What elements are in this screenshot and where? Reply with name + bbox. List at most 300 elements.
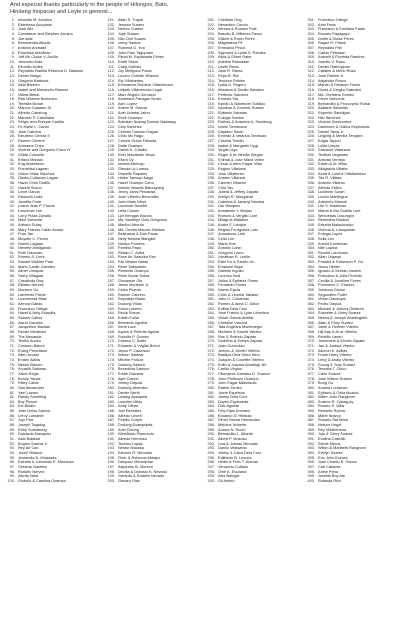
list-item-number: 303. xyxy=(307,27,315,32)
list-item-name: Marvin & Rolando Flores xyxy=(318,83,361,88)
list-item-number: 213. xyxy=(207,73,215,78)
list-item-number: 196. xyxy=(107,460,115,465)
list-item-name: Alfredo Cabahug xyxy=(18,111,47,116)
list-item-name: Fleer & Rebecca Malapo xyxy=(118,455,161,460)
list-item-name: Eleuterio Centaz II xyxy=(18,134,50,139)
list-item-number: 162. xyxy=(107,302,115,307)
list-item-name: Wenna & Rosario Pale xyxy=(218,27,257,32)
list-item-name: Artemeio Manuel xyxy=(318,199,348,204)
list-item-name: Mary Francis Caldo Acana xyxy=(18,227,64,232)
list-item-name: Imelda Velarde Balonghing xyxy=(118,185,164,190)
list-item-number: 43. xyxy=(9,213,15,218)
list-item-number: 263. xyxy=(207,306,215,311)
list-item-number: 245. xyxy=(207,222,215,227)
list-item-number: 20. xyxy=(9,106,15,111)
list-item-name: Nestor Macasa xyxy=(118,446,144,451)
list-item-name: Arcadio Sabinas xyxy=(18,367,46,372)
list-item-number: 154. xyxy=(107,264,115,269)
list-item-name: Rowena G. Yoa xyxy=(118,45,145,50)
list-item-number: 308. xyxy=(307,50,315,55)
list-item-number: 207. xyxy=(207,45,215,50)
list-item-number: 8. xyxy=(11,50,15,55)
list-item-number: 251. xyxy=(207,250,215,255)
list-item-name: Sella Lim xyxy=(318,236,334,241)
list-item-name: Elvira Oy xyxy=(118,157,134,162)
list-item-name: Dexter Rafiroginne xyxy=(318,64,351,69)
list-item-name: Obenaeze Damaso D. Suazon xyxy=(218,371,271,376)
list-item-name: Lourdes Villas xyxy=(118,399,143,404)
list-item-name: Wilter John Rangbom xyxy=(318,395,355,400)
list-item-number: 293. xyxy=(207,446,215,451)
list-item-name: Benedicta Sabuon xyxy=(118,367,150,372)
list-item-name: Roe & Rolindo Zapata xyxy=(218,334,256,339)
list-item-number: 134. xyxy=(107,171,115,176)
list-item-name: Hazelit Suzon xyxy=(18,185,42,190)
list-item-name: Alex Lopez xyxy=(118,101,138,106)
list-item-name: Hazel Chris Ordillo xyxy=(18,180,51,185)
list-item-number: 173. xyxy=(107,353,115,358)
list-item-number: 74. xyxy=(9,357,15,362)
list-item-name: Marc Angelo Gervacio xyxy=(118,92,156,97)
list-item-name: Victoria A. Lacapanan xyxy=(318,227,356,232)
list-item-number: 229. xyxy=(207,148,215,153)
list-item-name: Arthuro Dulay xyxy=(18,222,42,227)
list-item-number: 53. xyxy=(9,260,15,265)
list-item-name: Lamberto Flame xyxy=(18,292,46,297)
list-item-number: 55. xyxy=(9,269,15,274)
list-item-number: 117. xyxy=(107,92,115,97)
list-item-name: Gregorio Lomo xyxy=(218,250,244,255)
list-item-name: Milagros Maiason xyxy=(218,218,249,223)
list-item-number: 374. xyxy=(307,357,315,362)
list-item-name: Nemia & Joseph Abadinghier xyxy=(318,316,368,320)
list-item-name: Eulogio Santos xyxy=(218,115,244,120)
list-item-number: 386. xyxy=(307,413,315,418)
list-item-name: Pitoni M. Esplanada Flores xyxy=(118,55,164,60)
list-item-name: Elpidio & Nobeliciel Sobilizo xyxy=(218,101,266,106)
list-item-name: Teresita T. Cinco xyxy=(318,367,347,372)
list-item-name: Rodolfo P. Gomez xyxy=(118,334,149,339)
list-item-number: 184. xyxy=(107,404,115,409)
list-item-number: 309. xyxy=(307,55,315,60)
list-item-name: Rose Ae Saavdra Pan xyxy=(118,255,156,260)
list-item-number: 313. xyxy=(307,73,315,78)
list-item-number: 146. xyxy=(107,227,115,232)
list-item-number: 379. xyxy=(307,381,315,386)
list-item-name: Helen Tamayo Naga xyxy=(118,176,153,181)
list-item-number: 91. xyxy=(9,437,15,442)
list-item-name: Johanna Gozon xyxy=(318,288,346,293)
list-item-number: 372. xyxy=(307,348,315,353)
list-item-name: Pamela Papa xyxy=(118,246,142,251)
list-item-name: Rosario Papagayo xyxy=(318,31,350,36)
list-item-number: 103. xyxy=(107,27,115,32)
list-item-number: 314. xyxy=(307,78,315,83)
list-item-name: Crisalinda Ong xyxy=(18,278,44,283)
list-item-number: 330. xyxy=(307,153,315,158)
list-item-number: 24. xyxy=(9,125,15,130)
list-item-name: Randel Wahlee Pala xyxy=(18,260,53,265)
list-item-name: Irene Lora xyxy=(118,325,136,330)
list-item-name: Leila Cuizon xyxy=(118,208,140,213)
list-item-name: Gloria & Dingko Gabraint xyxy=(318,87,361,92)
list-item-number: 380. xyxy=(307,385,315,390)
list-item-number: 249. xyxy=(207,241,215,246)
list-item-name: Dodong Villas xyxy=(118,302,142,307)
list-item-name: Maria Hoe xyxy=(218,241,236,246)
list-item-number: 235. xyxy=(207,176,215,181)
list-item-number: 46. xyxy=(9,227,15,232)
list-item-name: Eduardo & Virgilia Bohol xyxy=(118,343,160,348)
list-item-name: Gerardo Naceles xyxy=(18,465,48,469)
list-item-name: Earth Sesin xyxy=(118,59,138,64)
list-item-name: Bernardito L. Alfante xyxy=(218,432,253,437)
list-item-number: 66. xyxy=(9,320,15,325)
list-item-name: Dodong Saavra xyxy=(118,362,145,367)
list-item-name: Rather Dedeo xyxy=(218,385,242,390)
list-item-number: 118. xyxy=(107,97,115,102)
list-item-number: 38. xyxy=(9,190,15,195)
list-item-number: 93. xyxy=(9,446,15,451)
list-item-number: 51. xyxy=(9,250,15,255)
list-item-number: 151. xyxy=(107,250,115,255)
list-item-number: 202. xyxy=(207,22,215,27)
list-item-number: 282. xyxy=(207,395,215,400)
list-item-name: Catabel & Merlo Rosa xyxy=(318,69,356,74)
list-item-name: Allan & Flory Suarez xyxy=(318,320,354,325)
list-item-number: 109. xyxy=(107,55,115,60)
list-item-name: Ely Villafuertes xyxy=(118,78,144,83)
list-item-number: 186. xyxy=(107,413,115,418)
list-item-number: 11. xyxy=(9,64,15,69)
list-item-name: Pronsenio C. Elaruzo xyxy=(318,283,355,288)
list-item-number: 370. xyxy=(307,339,315,344)
list-item-number: 265. xyxy=(207,316,215,320)
list-item-number: 39. xyxy=(9,194,15,199)
list-item-number: 64. xyxy=(9,311,15,316)
list-item-name: Lisa & Johnas Mercado xyxy=(218,441,259,446)
list-item-number: 158. xyxy=(107,283,115,288)
list-item-name: Epifanio Sabalan xyxy=(218,111,248,116)
list-item-name: Ariel Uriartal Jatizo xyxy=(118,111,151,116)
list-item-name: Altagracia Villafor xyxy=(318,167,348,171)
list-item-name: Nile Lupina xyxy=(318,246,338,251)
list-item-number: 6. xyxy=(11,41,15,46)
list-item-name: Eber Macabale Jesus xyxy=(118,153,155,158)
list-item-number: 368. xyxy=(307,329,315,334)
list-item-number: 137. xyxy=(107,185,115,190)
list-item-number: 239. xyxy=(207,194,215,199)
list-item-number: 284. xyxy=(207,404,215,409)
list-item-name: Dalia Ocampo xyxy=(118,143,143,148)
list-item-name: Eduardo D. Hibdula xyxy=(218,413,252,418)
list-item-number: 259. xyxy=(207,288,215,293)
list-item-name: Ramon Cabrero xyxy=(118,292,146,297)
list-item-name: Rogino Villafane xyxy=(218,167,246,171)
list-item-name: Adorame Chen xyxy=(18,143,44,148)
list-item-number: 385. xyxy=(307,409,315,414)
list-item-number: 392. xyxy=(307,441,315,446)
list-item-name: Peplito Corpin xyxy=(118,418,143,423)
list-item-number: 340. xyxy=(307,199,315,204)
list-item-number: 269. xyxy=(207,334,215,339)
list-item-name: Hiji Aap & Al-ar Viterbo xyxy=(318,329,357,334)
list-item-number: 391. xyxy=(307,437,315,442)
list-item-name: Francisco & Emiliano Paale xyxy=(318,27,365,32)
list-item-number: 307. xyxy=(307,45,315,50)
list-item-name: Aida Barerro xyxy=(18,83,40,88)
list-item-number: 142. xyxy=(107,208,115,213)
list-item-name: Juanito V. Raza xyxy=(318,59,345,64)
list-item-name: Ariel Chiong xyxy=(118,427,139,432)
list-item-name: Cesar & Allen Edgar Villar xyxy=(218,162,263,167)
list-item-name: Giovannie Ole xyxy=(118,278,143,283)
list-item-number: 222. xyxy=(207,115,215,120)
list-item-number: 320. xyxy=(307,106,315,111)
list-item-number: 77. xyxy=(9,371,15,376)
list-item-name: Bogino Saavra Jr xyxy=(18,441,48,446)
list-item-name: Chio Yao xyxy=(218,185,234,190)
list-item-number: 60. xyxy=(9,292,15,297)
list-item-name: Glenn Nehomis xyxy=(318,97,345,102)
list-item-number: 376. xyxy=(307,367,315,372)
list-item-name: Eric John Estrura xyxy=(318,455,348,460)
list-item-number: 83. xyxy=(9,399,15,404)
list-item-name: Julieta & Jeffrey Zapata xyxy=(218,190,259,195)
list-item-number: 206. xyxy=(207,41,215,46)
list-item-number: 18. xyxy=(9,97,15,102)
list-item-name: Cely Sanchez xyxy=(118,125,142,130)
list-item-number: 332. xyxy=(307,162,315,167)
list-item-name: Rupertio Sandigan xyxy=(318,111,350,116)
list-item-number: 101. xyxy=(107,18,115,22)
list-item-number: 188. xyxy=(107,423,115,428)
list-item-name: Joy Mefigaon Paulo xyxy=(118,69,152,74)
list-item-number: 174. xyxy=(107,357,115,362)
list-item-name: Joaquin & Cosettte Viterbo xyxy=(218,357,264,362)
list-item-name: Oledio Collacion Lagaa xyxy=(18,176,58,181)
list-item-number: 260. xyxy=(207,292,215,297)
list-item-name: Chito Mc Rago xyxy=(118,134,144,139)
list-item-number: 36. xyxy=(9,180,15,185)
list-item-number: 306. xyxy=(307,41,315,46)
list-item-name: Basilica Dela Serra Nino xyxy=(218,353,260,358)
list-item-name: Abundio M. Alvarico xyxy=(18,18,52,22)
list-item-name: Perfecto Sanchez xyxy=(218,92,249,97)
list-item-name: Pura Tan xyxy=(18,232,34,237)
list-item-name: Winefredo Plamondo xyxy=(118,432,154,437)
list-item-name: Jojo Paa xyxy=(18,418,33,423)
list-item-name: Rilley Cabal xyxy=(18,381,39,386)
list-item-number: 367. xyxy=(307,325,315,330)
list-item-name: Teofilas Vegasam xyxy=(318,153,349,158)
list-item-number: 322. xyxy=(307,115,315,120)
list-item-name: Dick Aguiliar xyxy=(218,404,240,409)
list-item xyxy=(106,479,208,484)
list-item-name: Rene Valladares xyxy=(118,264,147,269)
list-item-number: 63. xyxy=(9,306,15,311)
list-item-number: 295. xyxy=(207,455,215,460)
list-item-number: 166. xyxy=(107,320,115,325)
list-item-number: 16. xyxy=(9,87,15,92)
list-item-number: 73. xyxy=(9,353,15,358)
list-item xyxy=(206,479,308,484)
list-item-number: 150. xyxy=(107,246,115,251)
list-item-number: 19. xyxy=(9,101,15,106)
list-item-name: Norilyn Pomera xyxy=(118,241,145,246)
list-item-name: John C. Cobarrias xyxy=(218,297,249,302)
list-item-number: 329. xyxy=(307,148,315,153)
list-item-number: 136. xyxy=(107,180,115,185)
list-item-name: Rossi Loberto xyxy=(118,306,142,311)
list-item-number: 345. xyxy=(307,222,315,227)
list-item-name: Gidita Colonilla xyxy=(18,153,44,158)
list-item-name: Leroy Lomante xyxy=(18,413,44,418)
list-item-number: 383. xyxy=(307,399,315,404)
list-item-number: 190. xyxy=(107,432,115,437)
list-item-number: 141. xyxy=(107,204,115,209)
list-item-name: Christine Viaonia xyxy=(218,320,247,325)
list-item-name: Imelda Abenojo xyxy=(118,162,145,167)
list-item-name: Villeta Bebal xyxy=(18,92,40,97)
list-item-name: Pepe B. Ria xyxy=(218,73,239,78)
list-item-name: Willen & Maribeth Rangbom xyxy=(318,446,366,451)
list-item-name: Renante Rubria xyxy=(318,409,345,414)
list-item-number: 397. xyxy=(307,465,315,469)
list-item-name: Emanuel Bayo xyxy=(218,264,243,269)
list-item-number: 254. xyxy=(207,264,215,269)
list-item-name: Venancio Collado xyxy=(218,465,248,469)
list-item-name: Frank Harry Viterbo xyxy=(318,353,352,358)
list-item-number: 155. xyxy=(107,269,115,274)
list-item-name: Bernardito & Procorphio Ruisa xyxy=(318,101,370,106)
intro-text: And especial thanks particularly to the people of Hilongos, Bato, Hindang Inopacan and Leyte in general... xyxy=(10,2,169,15)
list-item-number: 365. xyxy=(307,316,315,320)
list-item-number: 371. xyxy=(307,343,315,348)
list-item-number: 285. xyxy=(207,409,215,414)
list-item-number: 86. xyxy=(9,413,15,418)
list-item-name: Carlo Suarez xyxy=(318,371,341,376)
list-item-number: 133. xyxy=(107,167,115,171)
list-item-name: Jesus Hesler xyxy=(318,264,341,269)
list-item-name: Francisco Ortega xyxy=(318,18,348,22)
list-item-number: 227. xyxy=(207,139,215,144)
list-item-number: 362. xyxy=(307,302,315,307)
list-item-number: 95. xyxy=(9,455,15,460)
list-item-name: Suezette & Gerry Suarez xyxy=(318,311,361,316)
list-item-number: 148. xyxy=(107,236,115,241)
list-item-number: 104. xyxy=(107,31,115,36)
list-item-name: Alfredo Liborri xyxy=(118,413,142,418)
list-item-name: Nenette Antiligando xyxy=(18,246,52,251)
list-item-number: 382. xyxy=(307,395,315,400)
list-item-number: 384. xyxy=(307,404,315,409)
list-item-number: 197. xyxy=(107,465,115,469)
list-item-number: 100. xyxy=(7,478,15,483)
list-item-number: 183. xyxy=(107,399,115,404)
list-item-name: Ernesto & Velarius Tambuan xyxy=(218,134,267,139)
list-item-name: Rondel Laroscain xyxy=(318,250,348,255)
list-item-number: 35. xyxy=(9,176,15,181)
list-item-number: 75. xyxy=(9,362,15,367)
list-item-number: 281. xyxy=(207,390,215,395)
list-item-name: Jose Wilson Suarez xyxy=(318,376,352,381)
list-item-number: 211. xyxy=(207,64,215,69)
list-item-name: Dexter Nerth xyxy=(118,390,140,395)
list-item-number: 26. xyxy=(9,134,15,139)
list-item-number: 124. xyxy=(107,125,115,130)
list-item-number: 165. xyxy=(107,316,115,320)
list-item-name: Carmen Villacho xyxy=(218,180,247,185)
list-item-number: 3. xyxy=(11,27,15,32)
list-item-number: 30. xyxy=(9,153,15,158)
list-item-name: Fernando Flores xyxy=(218,283,247,288)
list-item-name: Bonny Yanas xyxy=(18,376,41,381)
list-item-name: Marie Itzazco xyxy=(318,413,341,418)
list-item-name: Mario Carillo Caboteo xyxy=(18,264,56,269)
list-item-name: Corazon Batoni xyxy=(18,343,45,348)
list-item-name: Andreaux Paragas Seder xyxy=(118,97,162,102)
list-item-number: 388. xyxy=(307,423,315,428)
list-item-name: Elo Bulato xyxy=(18,404,36,409)
list-item-name: Jean Delos Santos xyxy=(18,409,51,414)
list-item-number: 228. xyxy=(207,143,215,148)
list-item-name: Rock Ocampo xyxy=(118,115,143,120)
list-item-number: 337. xyxy=(307,185,315,190)
list-item-number: 270. xyxy=(207,339,215,344)
list-item-number: 361. xyxy=(307,297,315,302)
list-item-name: Lorenzo Imal xyxy=(218,274,241,279)
list-item-name: Decilia & Dionisio K. Nevado xyxy=(118,469,167,474)
list-item-name: Mitchie Policar xyxy=(118,357,143,362)
list-item-number: 342. xyxy=(307,208,315,213)
list-item-number: 102. xyxy=(107,22,115,27)
list-item-number: 299. xyxy=(207,474,215,479)
list-item-name: Jericho & Jeneth Viterbo xyxy=(218,348,260,353)
list-item-name: Lilibeth Villaherrosa Legal xyxy=(118,87,162,92)
list-item-name: Edilberto B. Leones xyxy=(218,455,252,460)
list-item-name: Nelson Suarez xyxy=(118,27,144,32)
list-item-name: Eulogia Lopez xyxy=(318,232,343,237)
list-item-number: 395. xyxy=(307,455,315,460)
list-item-number: 271. xyxy=(207,343,215,348)
list-item-number: 106. xyxy=(107,41,115,46)
list-item-number: 139. xyxy=(107,194,115,199)
list-item-name: Erdeg Penciliano xyxy=(18,348,48,353)
list-item-name: Gaytano Subin xyxy=(218,129,244,134)
list-item-name: Galletio Inguito xyxy=(218,269,244,274)
list-item-name: Romeo Cimene xyxy=(18,139,45,144)
list-item-name: Erlinda & Jose Maria Velez xyxy=(218,157,264,162)
list-item-number: 264. xyxy=(207,311,215,316)
list-item-name: Yael Lazaro xyxy=(18,390,39,395)
list-item-name: Cristituto Ong xyxy=(218,18,242,22)
list-item-name: Aracelli & Florinda Ramirez xyxy=(318,55,365,60)
list-item-name: Jacqueline Basilan xyxy=(18,325,51,330)
list-item-name: Danilo K. Castillo xyxy=(118,148,148,153)
list-item-number: 226. xyxy=(207,134,215,139)
list-item-name: Edwin Follar xyxy=(118,316,140,320)
list-item-number: 61. xyxy=(9,297,15,302)
list-item-number: 49. xyxy=(9,241,15,246)
list-item-name: Dulcianic Manapari xyxy=(18,432,51,437)
list-item-name: Sigmund & Lydia S. Pototes xyxy=(218,50,266,55)
list-item-number: 389. xyxy=(307,427,315,432)
list-item-name: Raque R. Pilane xyxy=(318,41,346,46)
list-item-number: 167. xyxy=(107,325,115,330)
list-item-number: 214. xyxy=(207,78,215,83)
list-item-name: Jesus P. Calunsod xyxy=(118,348,150,353)
